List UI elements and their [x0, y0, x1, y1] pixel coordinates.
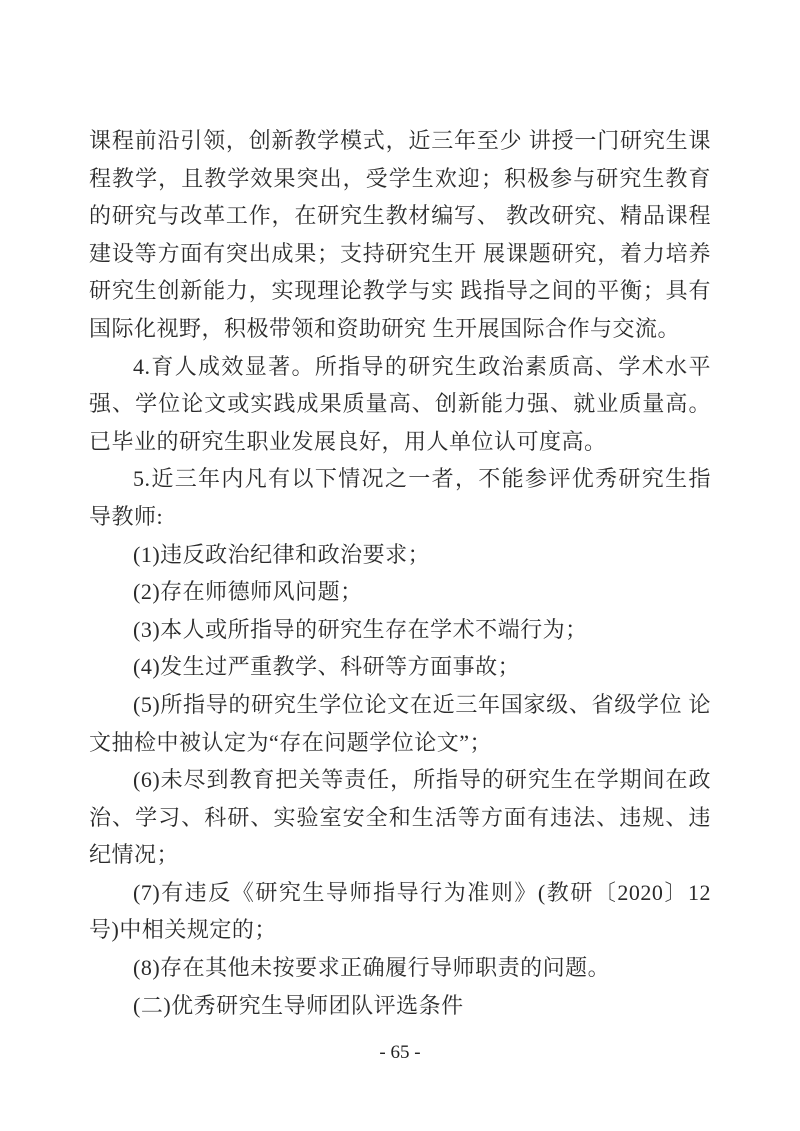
paragraph-subitem-6: (6)未尽到教育把关等责任，所指导的研究生在学期间在政治、学习、科研、实验室安全和生活等方面有违法、违规、违纪情况；: [89, 767, 711, 868]
paragraph-subitem-8: (8)存在其他未按要求正确履行导师职责的问题。: [133, 955, 611, 981]
section-heading-team-criteria: (二)优秀研究生导师团队评选条件: [133, 992, 464, 1018]
paragraph-subitem-4: (4)发生过严重教学、科研等方面事故；: [133, 654, 521, 680]
paragraph-item-5: 5.近三年内凡有以下情况之一者，不能参评优秀研究生指 导教师:: [89, 466, 711, 529]
paragraph-subitem-7: (7)有违反《研究生导师指导行为准则》(教研〔2020〕12 号)中相关规定的；: [89, 879, 711, 943]
paragraph-item-4: 4.育人成效显著。所指导的研究生政治素质高、学术水平强、学位论文或实践成果质量高、创新能力强、就业质量高。 已毕业的研究生职业发展良好，用人单位认可度高。: [89, 353, 711, 454]
paragraph-continuation: 课程前沿引领，创新教学模式，近三年至少 讲授一门研究生课程教学，且教学效果突出，受学生欢迎；积极参与研究生教育的研究与改革工作，在研究生教材编写、 教改研究、精品课程建设等方面有突出成果；支持研究生开 展课题研究，着力培养研究生创新能力，实现理论教学与实 践指导之间的平衡；具有国际化视野，积极带领和资助研究 生开展国际合作与交流。: [89, 128, 711, 341]
paragraph-subitem-3: (3)本人或所指导的研究生存在学术不端行为；: [133, 616, 588, 642]
paragraph-subitem-1: (1)违反政治纪律和政治要求；: [133, 541, 431, 567]
document-body: [89, 122, 711, 1024]
paragraph-subitem-2: (2)存在师德师风问题；: [133, 579, 363, 605]
page-number: - 65 -: [379, 1042, 421, 1063]
paragraph-subitem-5: (5)所指导的研究生学位论文在近三年国家级、省级学位 论文抽检中被认定为“存在问题学位论文”；: [89, 691, 711, 755]
